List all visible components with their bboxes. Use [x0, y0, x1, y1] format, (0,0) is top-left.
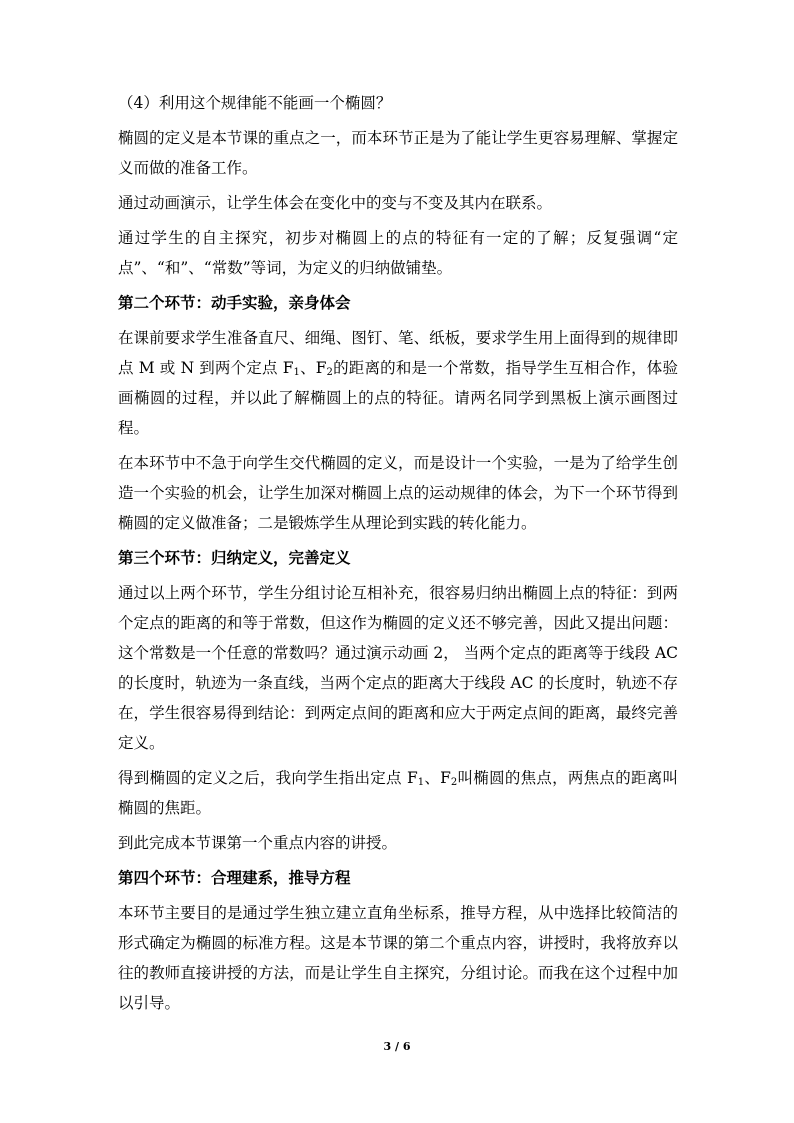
paragraph: 本环节主要目的是通过学生独立建立直角坐标系，推导方程，从中选择比较简洁的形式确定为椭圆的标准方程。这是本节课的第二个重点内容，讲授时，我将放弃以往的教师直接讲授的方法，而是让学生自主探究，分组讨论。而我在这个过程中加以引导。: [118, 904, 678, 1012]
page-number: 3 / 6: [383, 1040, 411, 1053]
document-body: [118, 88, 678, 1023]
subscript: 1: [293, 367, 300, 378]
subscript: 1: [417, 777, 425, 788]
paragraph: 通过学生的自主探究，初步对椭圆上的点的特征有一定的了解；反复强调“定点”、“和”、“常数”等词，为定义的归纳做铺垫。: [118, 229, 678, 277]
text-run: 的距离的和是一个常数，指导学生互相合作，体验画椭圆的过程，并以此了解椭圆上的点的特征。请两名同学到黑板上演示画图过程。: [118, 359, 678, 437]
paragraph: 椭圆的定义是本节课的重点之一，而本环节正是为了能让学生更容易理解、掌握定义而做的准备工作。: [118, 129, 678, 177]
text-run: 在课前要求学生准备直尺、细绳、图钉、笔、纸板，要求学生用上面得到的规律即点 M 或 N 到两个定点 F: [118, 329, 678, 377]
section-heading: 第三个环节：归纳定义，完善定义: [118, 548, 351, 567]
paragraph: （4）利用这个规律能不能画一个椭圆？: [118, 94, 392, 112]
paragraph: 到此完成本节课第一个重点内容的讲授。: [118, 834, 398, 852]
text-run: 叫椭圆的焦点，两焦点的距离叫椭圆的焦距。: [118, 769, 678, 817]
text-run: 、F: [299, 359, 327, 377]
section-heading: 第二个环节：动手实验，亲身体会: [118, 293, 351, 312]
paragraph: 在本环节中不急于向学生交代椭圆的定义，而是设计一个实验，一是为了给学生创造一个实验的机会，让学生加深对椭圆上点的运动规律的体会，为下一个环节得到椭圆的定义做准备；二是锻炼学生从理论到实践的转化能力。: [118, 454, 678, 532]
text-run: 得到椭圆的定义之后，我向学生指出定点 F: [118, 769, 418, 787]
section-heading: 第四个环节：合理建系，推导方程: [118, 868, 351, 887]
subscript: 2: [326, 367, 333, 378]
paragraph: 通过以上两个环节，学生分组讨论互相补充，很容易归纳出椭圆上点的特征：到两个定点的距离的和等于常数，但这作为椭圆的定义还不够完善，因此又提出问题：这个常数是一个任意的常数吗？通过演示动画 2， 当两个定点的距离等于线段 AC 的长度时，轨迹为一条直线，当两个定点的距离大于线段 AC 的长度时，轨迹不存在，学生很容易得到结论：到两定点间的距离和应大于两定点间的距离，最终完善定义。: [118, 584, 678, 752]
subscript: 2: [450, 777, 458, 788]
paragraph: [118, 763, 678, 823]
paragraph: [118, 323, 678, 443]
paragraph: 通过动画演示，让学生体会在变化中的变与不变及其内在联系。: [118, 194, 553, 212]
text-run: 、F: [424, 769, 451, 787]
